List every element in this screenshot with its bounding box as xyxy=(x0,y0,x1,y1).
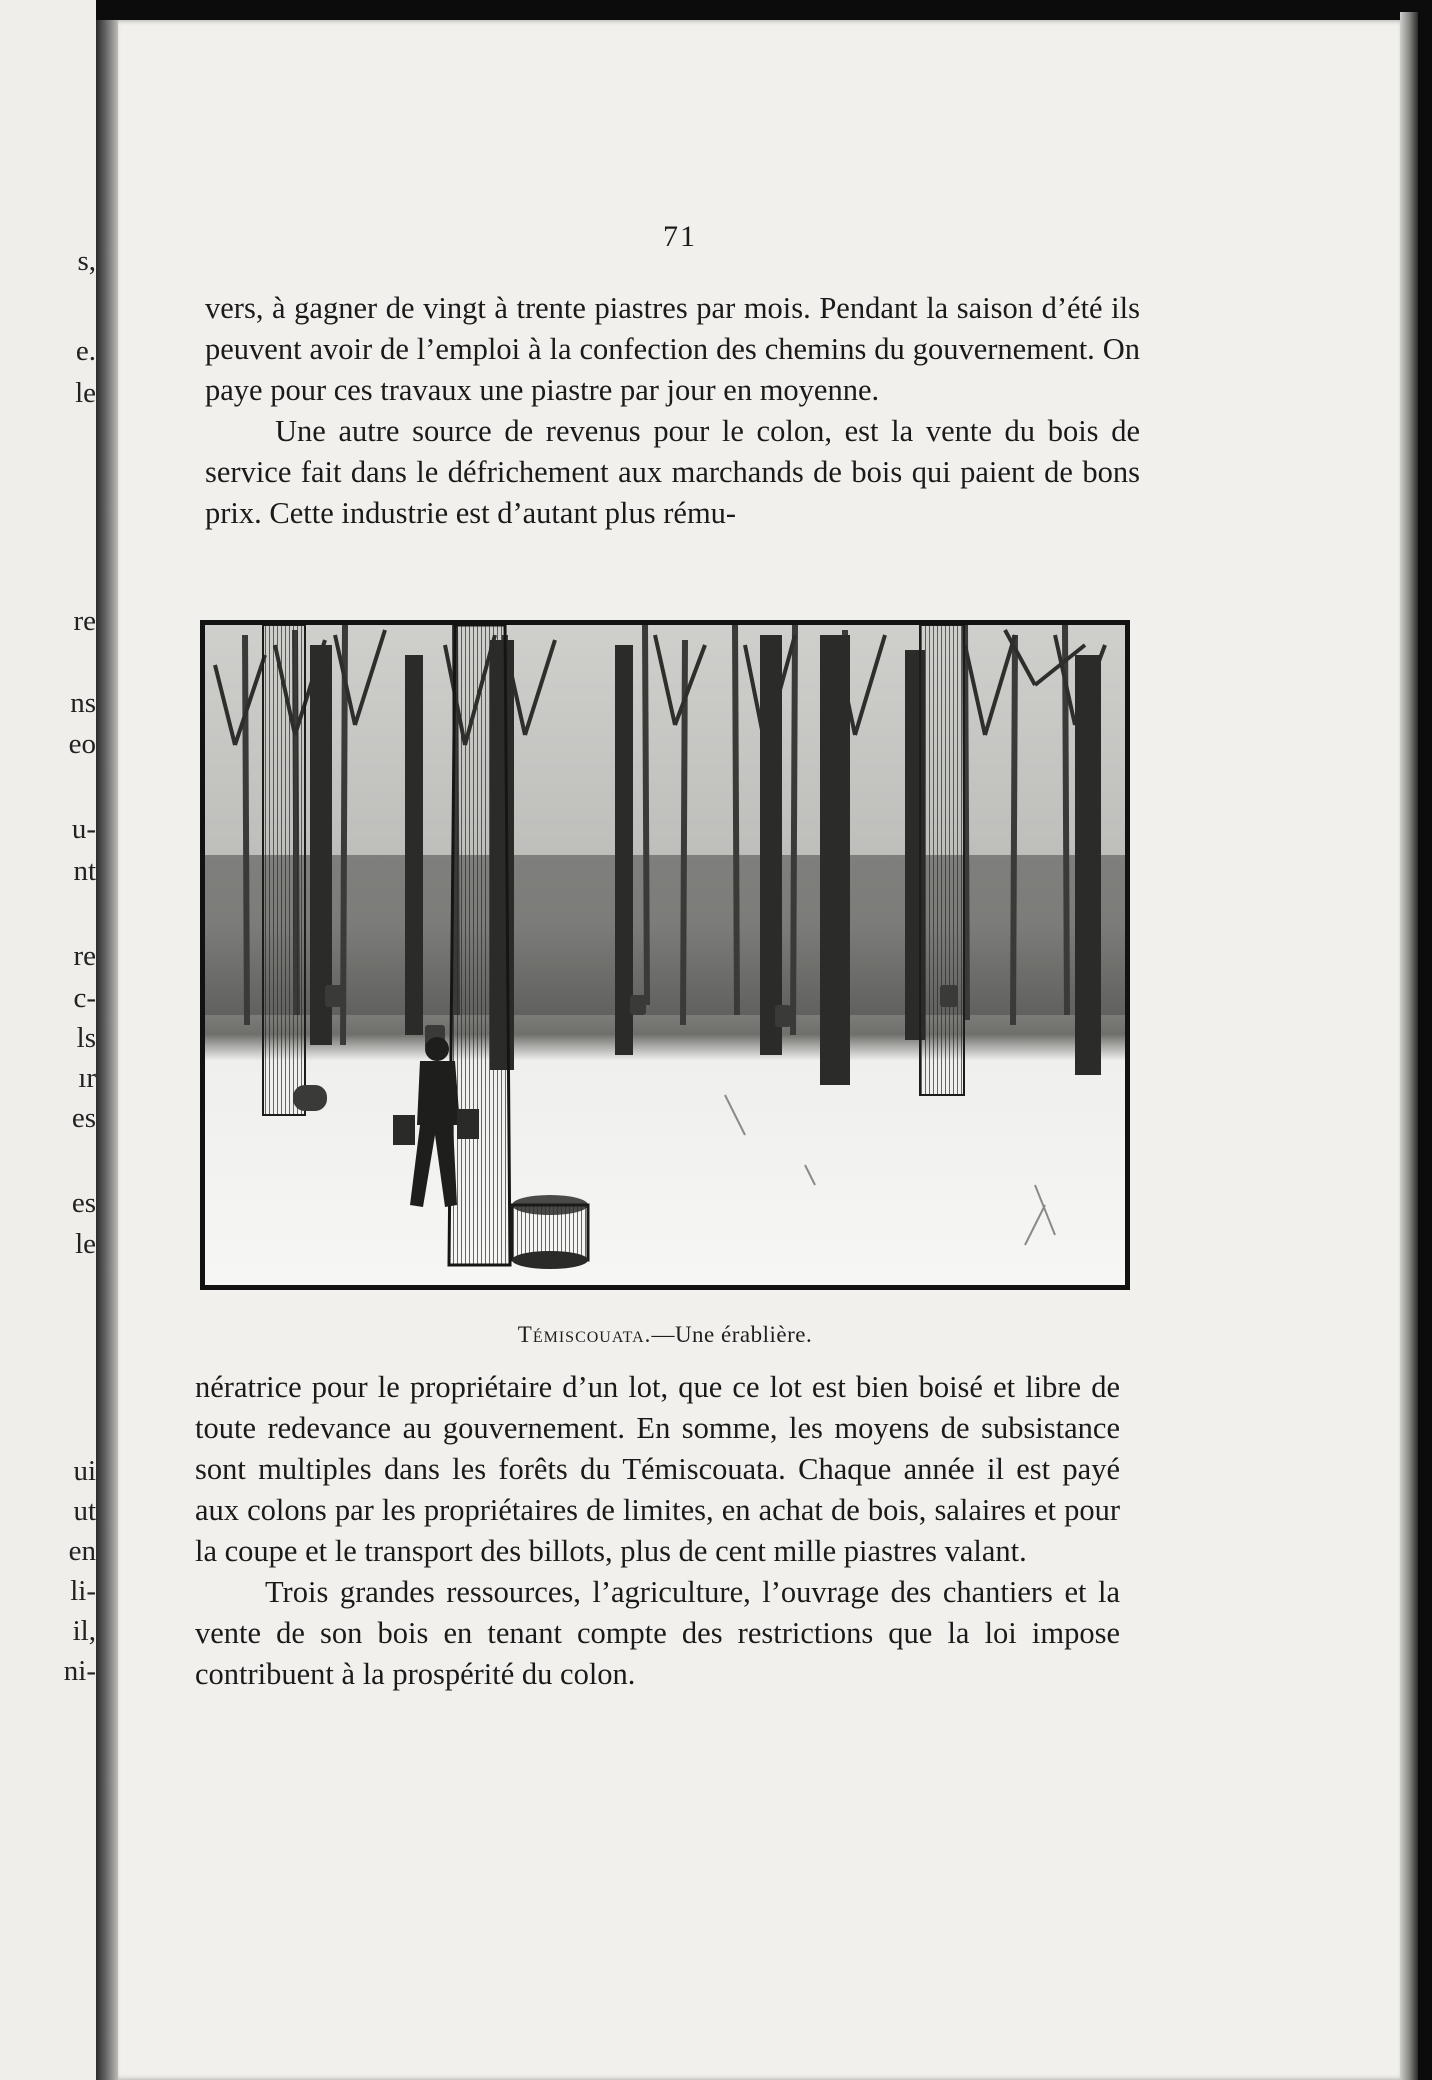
previous-page-fragment: il, xyxy=(72,1615,96,1647)
figure-caption xyxy=(200,1322,1130,1348)
previous-page-fragment: en xyxy=(68,1535,96,1567)
previous-page-fragment: ui xyxy=(73,1455,96,1487)
previous-page-fragment: li- xyxy=(70,1575,96,1607)
engraving-illustration xyxy=(200,620,1130,1290)
previous-page-fragment: nt xyxy=(73,855,96,887)
previous-page-fragment: c- xyxy=(73,982,96,1014)
previous-page-fragment: eo xyxy=(68,728,96,760)
sugar-bush-engraving xyxy=(205,625,1125,1285)
previous-page-fragment: ır xyxy=(78,1062,96,1094)
paragraph: nératrice pour le propriétaire d’un lot, que ce lot est bien boisé et libre de toute redevance au gouvernement. En somme, les moyens de subsistance sont multiples dans les forêts du Témiscouata. Chaque année il est payé aux colons par les propriétaires de limites, en achat de bois, salaires et pour la coupe et le transport des billots, plus de cent mille piastres valant. xyxy=(195,1370,1120,1568)
tree-trunk-foreground xyxy=(449,625,510,1265)
previous-page-fragment: u- xyxy=(71,813,96,845)
previous-page-fragment: ut xyxy=(73,1495,96,1527)
caption-place: Témiscouata. xyxy=(517,1322,652,1347)
previous-page-fragment: es xyxy=(71,1187,96,1219)
page-number: 71 xyxy=(663,220,697,253)
previous-page-edge xyxy=(0,0,96,2080)
paragraph: vers, à gagner de vingt à trente piastres par mois. Pendant la saison d’été ils peuvent avoir de l’emploi à la confection des chemins du gouvernement. On paye pour ces travaux une piastre par jour en moyenne. xyxy=(205,291,1140,407)
previous-page-fragment: e. xyxy=(75,335,96,367)
barrel xyxy=(512,1195,588,1269)
paragraph: Trois grandes ressources, l’agriculture, l’ouvrage des chantiers et la vente de son bois en tenant compte des restrictions que la loi impose contribuent à la prospérité du colon. xyxy=(195,1575,1120,1691)
tree-trunk-right xyxy=(920,625,964,1095)
previous-page-fragment: ns xyxy=(70,687,96,719)
paragraph: Une autre source de revenus pour le colon, est la vente du bois de service fait dans le défrichement aux marchands de bois qui paient de bons prix. Cette industrie est d’autant plus rému- xyxy=(205,414,1140,530)
previous-page-fragment: es xyxy=(71,1102,96,1134)
previous-page-fragment: s, xyxy=(77,245,96,277)
page-edge-shadow xyxy=(1400,12,1418,2080)
tree-trunk-left xyxy=(263,625,305,1115)
text-block-top xyxy=(205,288,1140,534)
previous-page-fragment: re xyxy=(73,940,96,972)
previous-page-fragment: ls xyxy=(76,1022,96,1054)
caption-text: —Une érablière. xyxy=(651,1322,813,1347)
previous-page-fragment: re xyxy=(73,605,96,637)
text-block-bottom xyxy=(195,1367,1120,1695)
previous-page-fragment: le xyxy=(75,1228,96,1260)
previous-page-fragment: le xyxy=(75,377,96,409)
previous-page-fragment: ni- xyxy=(63,1655,96,1687)
